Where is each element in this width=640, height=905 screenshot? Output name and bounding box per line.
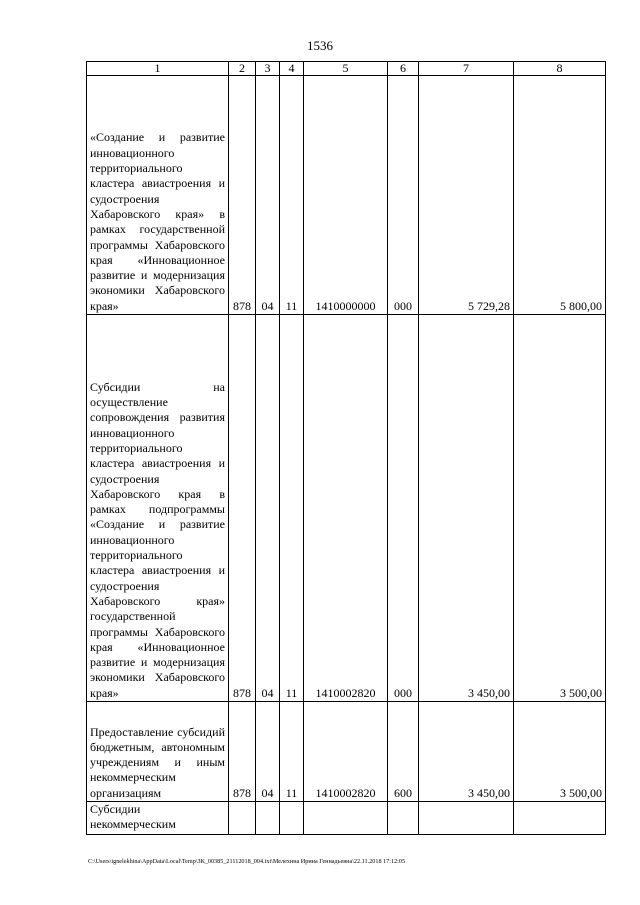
header-cell: 6 (388, 62, 419, 76)
expense-type-cell: 000 (388, 76, 419, 315)
section-cell: 04 (256, 702, 280, 802)
admin-code-cell (229, 802, 256, 835)
amount-col8-cell (514, 802, 606, 835)
header-cell: 8 (514, 62, 606, 76)
table-row (87, 76, 606, 315)
target-article-cell: 1410002820 (304, 702, 388, 802)
table-row (87, 315, 606, 702)
header-cell: 2 (229, 62, 256, 76)
expense-type-cell: 000 (388, 315, 419, 702)
subsection-cell (280, 802, 304, 835)
header-cell: 3 (256, 62, 280, 76)
section-cell: 04 (256, 315, 280, 702)
amount-col7-cell: 3 450,00 (419, 702, 514, 802)
admin-code-cell: 878 (229, 702, 256, 802)
amount-col7-cell (419, 802, 514, 835)
table-row (87, 802, 606, 835)
admin-code-cell: 878 (229, 76, 256, 315)
amount-col8-cell: 3 500,00 (514, 702, 606, 802)
header-cell: 4 (280, 62, 304, 76)
expense-type-cell: 600 (388, 702, 419, 802)
amount-col7-cell: 5 729,28 (419, 76, 514, 315)
amount-col8-cell: 5 800,00 (514, 76, 606, 315)
target-article-cell: 1410002820 (304, 315, 388, 702)
row-name-cell: Субсидии на осуществление сопровождения развития инновационного территориального кластера авиастроения и судостроения Хабаровского края в рамках подпрограммы «Создание и развитие инновационного территориального кластера авиастроения и судостроения Хабаровского края» государственной программы Хабаровского края «Инновационное развитие и модернизация экономики Хабаровского края» (87, 315, 229, 702)
subsection-cell: 11 (280, 76, 304, 315)
subsection-cell: 11 (280, 315, 304, 702)
page-number: 1536 (307, 38, 333, 53)
amount-col8-cell: 3 500,00 (514, 315, 606, 702)
row-name-cell: Субсидии некоммерческим (87, 802, 229, 835)
amount-col7-cell: 3 450,00 (419, 315, 514, 702)
target-article-cell (304, 802, 388, 835)
table-header-row (87, 62, 606, 76)
expense-type-cell (388, 802, 419, 835)
header-cell: 1 (87, 62, 229, 76)
admin-code-cell: 878 (229, 315, 256, 702)
row-name-cell: «Создание и развитие инновационного территориального кластера авиастроения и судостроения Хабаровского края» в рамках государственной программы Хабаровского края «Инновационное развитие и модернизация экономики Хабаровского края» (87, 76, 229, 315)
subsection-cell: 11 (280, 702, 304, 802)
section-cell (256, 802, 280, 835)
target-article-cell: 1410000000 (304, 76, 388, 315)
budget-table (86, 61, 606, 835)
table-row (87, 702, 606, 802)
header-cell: 7 (419, 62, 514, 76)
row-name-cell: Предоставление субсидий бюджетным, автономным учреждениям и иным некоммерческим организациям (87, 702, 229, 802)
header-cell: 5 (304, 62, 388, 76)
section-cell: 04 (256, 76, 280, 315)
file-path-footer: C:\Users\ignelekhina\AppData\Local\Temp\ЗК_00385_21112018_004.txt\Мелехина Ирина Геннадьевна\22.11.2018 17:12:05 (88, 858, 406, 865)
